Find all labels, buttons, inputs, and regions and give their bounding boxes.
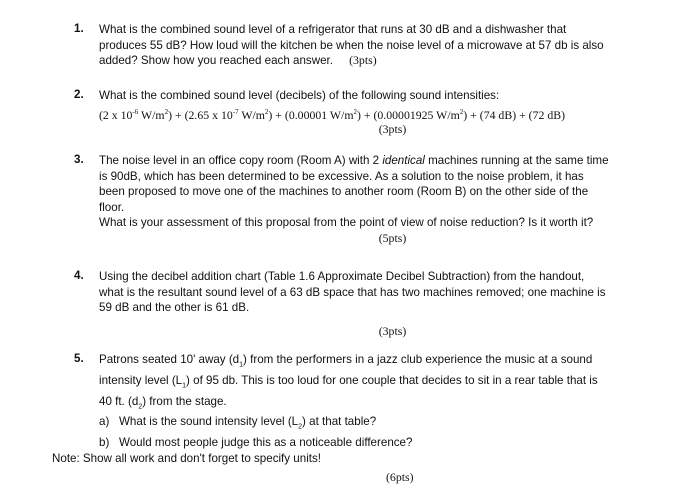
question-text: Using the decibel addition chart (Table 1.6 Approximate Decibel Subtraction) from the handout, [99, 270, 585, 283]
question-number: 3. [74, 153, 84, 166]
points-label: (6pts) [386, 470, 414, 484]
question-text: What is your assessment of this proposal from the point of view of noise reduction? Is it worth it? [99, 216, 594, 229]
question-text: What is the combined sound level of a refrigerator that runs at 30 dB and a dishwasher that [99, 23, 567, 36]
question-number: 1. [74, 22, 84, 35]
question-number: 4. [74, 269, 84, 282]
points-label: (3pts) [378, 122, 407, 137]
sub-question-b: b) Would most people judge this as a noticeable difference? [99, 436, 413, 450]
question-text: produces 55 dB? How loud will the kitchen be when the noise level of a microwave at 57 db is also [99, 38, 604, 52]
question-1 [74, 22, 686, 69]
points-label: (3pts) [378, 323, 407, 338]
sub-question-a: a) What is the sound intensity level $(L_2)$ at that table? [99, 415, 377, 431]
question-2 [74, 88, 686, 138]
question-text: The noise level in an office copy room (Room A) with 2 identical machines running at the same time [99, 154, 609, 167]
points-label: (5pts) [378, 230, 407, 245]
question-text: been proposed to move one of the machines to another room (Room B) on the other side of the [99, 185, 589, 198]
question-text: what is the resultant sound level of a 63 dB space that has two machines removed; one machine is [99, 285, 606, 299]
question-text: 59 dB and the other is 61 dB. [99, 301, 250, 314]
question-3 [74, 153, 686, 246]
question-text: What is the combined sound level (decibels) of the following sound intensities: [99, 89, 500, 102]
question-number: 2. [74, 88, 84, 101]
question-text: Patrons seated 10' away $(d_1)$ from the performers in a jazz club experience the music at a sound [99, 353, 593, 369]
question-text: intensity level $(L_1)$ of 95 db. This is too loud for one couple that decides to sit in a rear table that is [99, 373, 598, 390]
points-label: (3pts) [349, 53, 377, 67]
note-text: Note: Show all work and don't forget to specify units! [52, 452, 322, 465]
question-5 [74, 352, 686, 451]
question-text: floor. [99, 200, 125, 214]
intensity-formula: (2 x $10^{-6}$ $W/m^2) + (2.65$ x $10^{-7}$ $W/m^2) + (0.00001$ $W/m^2) + (0.00001925$ $W/m^2) + (74$ dB) + (72 dB) [99, 107, 566, 122]
question-4 [74, 269, 686, 339]
question-text: 40 ft. $(d_2)$ from the stage. [99, 394, 227, 410]
question-text: added? Show how you reached each answer. [99, 54, 333, 67]
question-number: 5. [74, 352, 84, 365]
question-text: is 90dB, which has been determined to be excessive. As a solution to the noise problem, it has [99, 169, 584, 183]
